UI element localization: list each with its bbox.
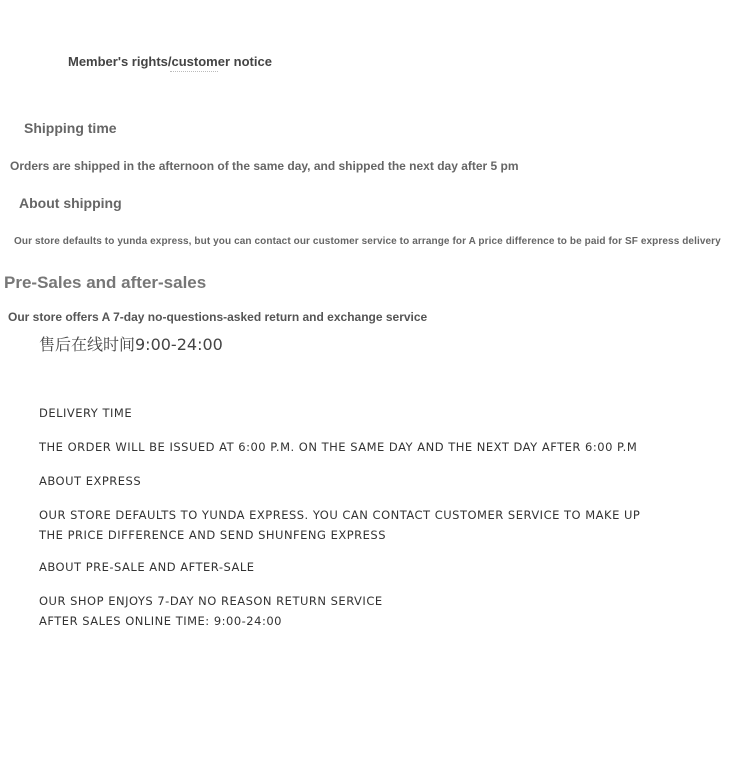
store-defaults-text-line2: THE PRICE DIFFERENCE AND SEND SHUNFENG EXPRESS: [39, 528, 387, 542]
about-shipping-text: Our store defaults to yunda express, but you can contact our customer service to arrange for A price difference to be paid for SF express delivery: [14, 236, 721, 247]
store-defaults-text-line1: OUR STORE DEFAULTS TO YUNDA EXPRESS. YOU CAN CONTACT CUSTOMER SERVICE TO MAKE UP: [39, 508, 641, 522]
presales-heading: Pre-Sales and after-sales: [4, 273, 207, 292]
notice-title: Member's rights/customer notice: [68, 54, 272, 69]
presales-text: Our store offers A 7-day no-questions-asked return and exchange service: [8, 310, 428, 324]
after-sales-time-text-en: AFTER SALES ONLINE TIME: 9:00-24:00: [39, 614, 282, 628]
shipping-time-text: Orders are shipped in the afternoon of the same day, and shipped the next day after 5 pm: [10, 159, 519, 173]
after-sales-online-time-cn: 售后在线时间9:00-24:00: [39, 335, 223, 354]
about-express-heading-en: ABOUT EXPRESS: [39, 474, 142, 488]
return-service-text-en: OUR SHOP ENJOYS 7-DAY NO REASON RETURN SERVICE: [39, 594, 383, 608]
notice-title-underline: [170, 71, 218, 75]
delivery-time-heading-en: DELIVERY TIME: [39, 406, 133, 420]
about-presale-heading-en: ABOUT PRE-SALE AND AFTER-SALE: [39, 560, 255, 574]
about-shipping-heading: About shipping: [19, 195, 122, 211]
shipping-time-heading: Shipping time: [24, 120, 117, 136]
order-issued-text-en: THE ORDER WILL BE ISSUED AT 6:00 P.M. ON THE SAME DAY AND THE NEXT DAY AFTER 6:00 P.M: [39, 440, 638, 454]
